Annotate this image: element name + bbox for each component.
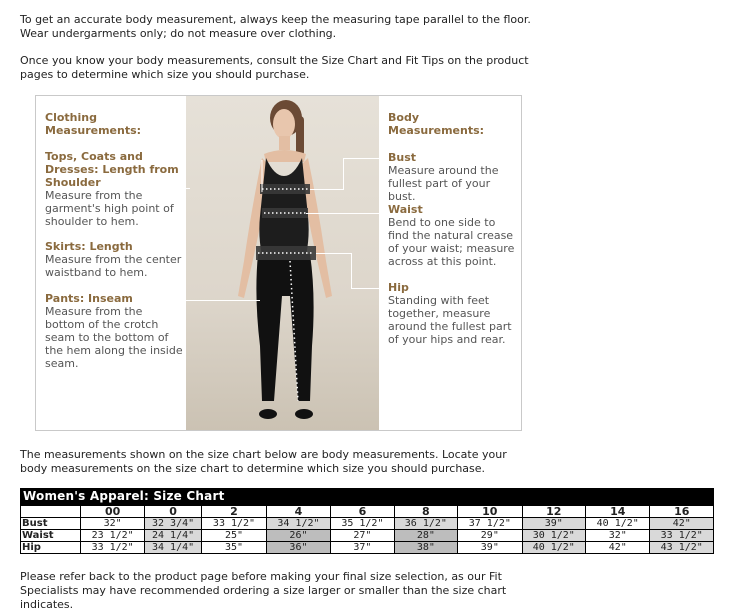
clothing-item-title: Pants: Inseam: [45, 292, 133, 305]
body-item-waist: [388, 203, 518, 268]
clothing-item-tops: [45, 150, 185, 228]
body-item-bust: [388, 151, 518, 203]
size-chart-cell: 28": [394, 530, 457, 542]
clothing-item-skirts: [45, 240, 185, 279]
size-chart-cell: 43 1/2": [650, 542, 714, 554]
chart-intro-paragraph: The measurements shown on the size chart below are body measurements. Locate your body measurements on the size chart to determine which size you should purchase.: [20, 448, 507, 475]
row-label: Hip: [21, 542, 81, 554]
clothing-measurements-heading: Clothing Measurements:: [45, 111, 142, 137]
row-label: Waist: [21, 530, 81, 542]
size-chart-cell: 37 1/2": [458, 518, 522, 530]
body-item-title: Hip: [388, 281, 409, 294]
size-chart-cell: 27": [331, 530, 394, 542]
size-column-header: 6: [331, 506, 394, 518]
clothing-item-text: Measure from the bottom of the crotch seam to the bottom of the hem along the inside seam.: [45, 305, 183, 370]
footer-note: Please refer back to the product page before making your final size selection, as our Fit Specialists may have recommended ordering a size larger or smaller than the size chart indicates.: [20, 570, 507, 611]
size-column-header: 10: [458, 506, 522, 518]
size-chart-row-waist: [21, 530, 714, 542]
body-item-hip: [388, 281, 518, 346]
body-item-title: Waist: [388, 203, 423, 216]
size-chart-row-hip: [21, 542, 714, 554]
size-chart-cell: 39": [522, 518, 585, 530]
size-column-header: 4: [266, 506, 330, 518]
body-item-text: Bend to one side to find the natural crease of your waist; measure across at this point.: [388, 216, 515, 268]
size-column-header: 14: [586, 506, 650, 518]
size-chart-cell: 26": [266, 530, 330, 542]
clothing-measurements-column: [45, 111, 185, 137]
row-label: Bust: [21, 518, 81, 530]
clothing-item-title: Skirts: Length: [45, 240, 133, 253]
clothing-item-title: Tops, Coats and Dresses: Length from Shoulder: [45, 150, 179, 189]
size-chart-cell: 40 1/2": [522, 542, 585, 554]
intro-paragraph-2: Once you know your body measurements, consult the Size Chart and Fit Tips on the product pages to determine which size you should purchase.: [20, 54, 529, 81]
size-column-header: 12: [522, 506, 585, 518]
size-chart-header-row: [21, 506, 714, 518]
body-measurements-column: [388, 111, 518, 137]
size-chart-cell: 24 1/4": [144, 530, 201, 542]
size-chart-cell: 34 1/2": [266, 518, 330, 530]
size-chart-cell: 37": [331, 542, 394, 554]
size-chart-cell: 32": [81, 518, 144, 530]
size-chart-cell: 42": [650, 518, 714, 530]
body-item-text: Measure around the fullest part of your bust.: [388, 164, 499, 203]
size-chart: [20, 488, 714, 554]
size-chart-cell: 32": [586, 530, 650, 542]
clothing-item-pants: [45, 292, 185, 370]
size-chart-table: [20, 505, 714, 554]
body-measurements-heading: Body Measurements:: [388, 111, 485, 137]
clothing-item-text: Measure from the center waistband to hem.: [45, 253, 182, 279]
size-column-header: 8: [394, 506, 457, 518]
size-chart-title: Women's Apparel: Size Chart: [20, 488, 714, 505]
body-item-title: Bust: [388, 151, 417, 164]
size-chart-cell: 35": [202, 542, 266, 554]
size-chart-cell: 33 1/2": [81, 542, 144, 554]
size-chart-cell: 35 1/2": [331, 518, 394, 530]
size-chart-row-bust: [21, 518, 714, 530]
size-chart-cell: 32 3/4": [144, 518, 201, 530]
size-chart-cell: 30 1/2": [522, 530, 585, 542]
intro-paragraph-1: To get an accurate body measurement, always keep the measuring tape parallel to the floor. Wear undergarments only; do not measure over clothing.: [20, 13, 531, 40]
size-chart-body: [21, 518, 714, 554]
size-column-header: 16: [650, 506, 714, 518]
size-chart-cell: 25": [202, 530, 266, 542]
size-column-header: 2: [202, 506, 266, 518]
size-chart-cell: 23 1/2": [81, 530, 144, 542]
size-chart-cell: 33 1/2": [202, 518, 266, 530]
size-chart-cell: 34 1/4": [144, 542, 201, 554]
clothing-item-text: Measure from the garment's high point of shoulder to hem.: [45, 189, 174, 228]
size-chart-cell: 29": [458, 530, 522, 542]
size-chart-cell: 38": [394, 542, 457, 554]
body-item-text: Standing with feet together, measure around the fullest part of your hips and rear.: [388, 294, 512, 346]
size-chart-cell: 42": [586, 542, 650, 554]
size-column-header: 00: [81, 506, 144, 518]
size-chart-cell: 39": [458, 542, 522, 554]
size-chart-corner: [21, 506, 81, 518]
measurement-guide-panel: [35, 95, 522, 431]
size-chart-cell: 33 1/2": [650, 530, 714, 542]
size-chart-cell: 40 1/2": [586, 518, 650, 530]
size-chart-cell: 36 1/2": [394, 518, 457, 530]
size-chart-cell: 36": [266, 542, 330, 554]
size-column-header: 0: [144, 506, 201, 518]
